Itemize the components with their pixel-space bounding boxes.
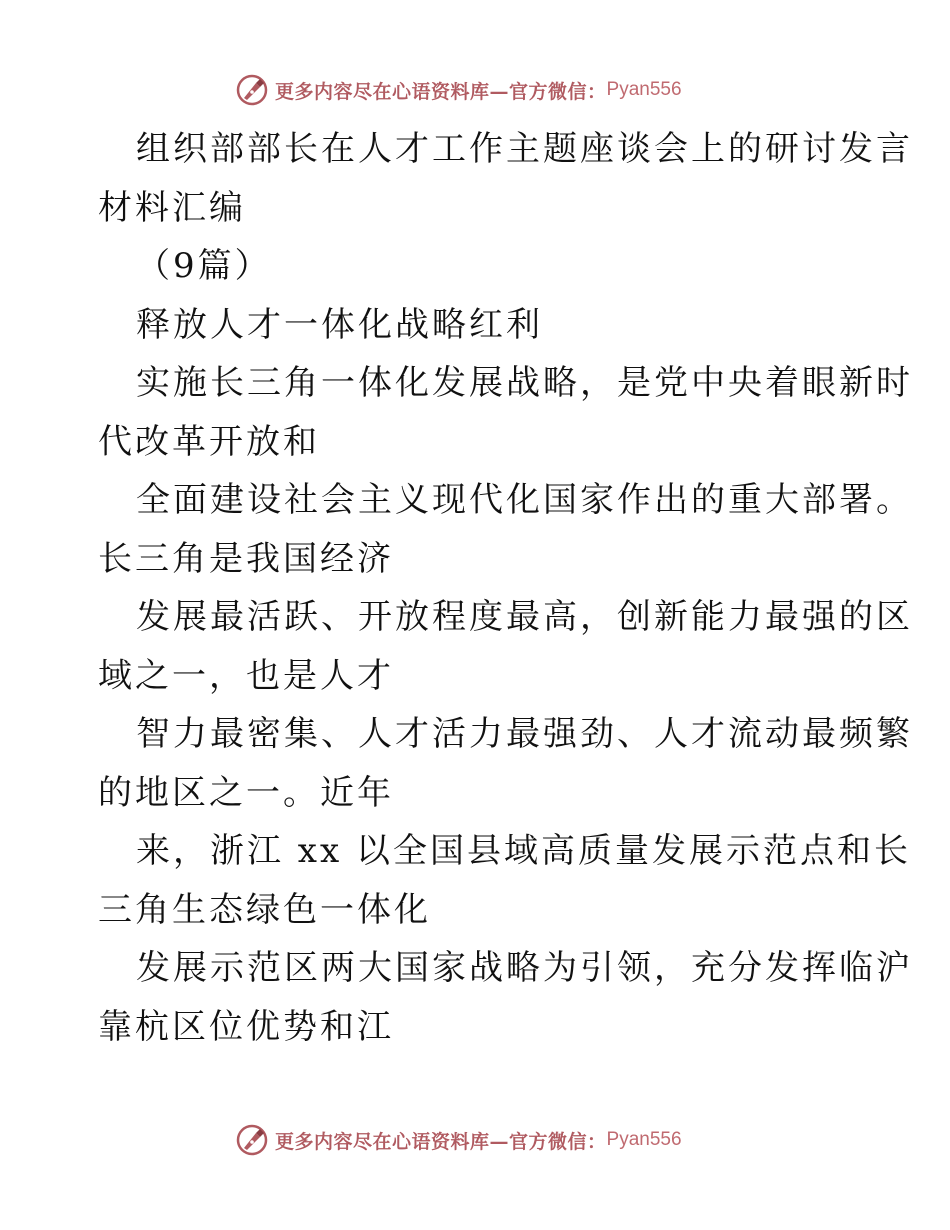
pen-nib-logo-icon: [235, 73, 269, 107]
paragraph-line: 长三角是我国经济: [98, 538, 394, 579]
paragraph-line: 代改革开放和: [98, 421, 320, 462]
paragraph-line: 域之一，也是人才: [98, 655, 394, 696]
paragraph-line: 的地区之一。近年: [98, 772, 394, 813]
document-body: [98, 120, 913, 1056]
title-line-3: （9篇）: [136, 246, 272, 286]
paragraph-line: 发展最活跃、开放程度最高，创新能力最强的区: [136, 597, 913, 637]
paragraph-line: 智力最密集、人才活力最强劲、人才流动最频繁: [136, 714, 913, 754]
footer-watermark: [235, 1122, 682, 1158]
paragraph-line: 靠杭区位优势和江: [98, 1006, 394, 1047]
pen-nib-logo-icon: [235, 1123, 269, 1157]
paragraph-line: 三角生态绿色一体化: [98, 889, 431, 930]
paragraph-line: 全面建设社会主义现代化国家作出的重大部署。: [136, 480, 913, 520]
paragraph-line: 实施长三角一体化发展战略，是党中央着眼新时: [136, 363, 913, 403]
section-heading: 释放人才一体化战略红利: [136, 304, 543, 345]
watermark-wechat-id: Pyan556: [606, 79, 682, 100]
watermark-wechat-id: Pyan556: [606, 1129, 682, 1150]
header-watermark: [235, 72, 682, 108]
title-line-1: 组织部部长在人才工作主题座谈会上的研讨发言: [136, 129, 913, 169]
title-line-2: 材料汇编: [98, 187, 246, 228]
watermark-text: 更多内容尽在心语资料库—官方微信：: [275, 80, 607, 103]
paragraph-line: 发展示范区两大国家战略为引领，充分发挥临沪: [136, 948, 913, 988]
watermark-text: 更多内容尽在心语资料库—官方微信：: [275, 1130, 607, 1153]
paragraph-line: 来，浙江 xx 以全国县域高质量发展示范点和长: [136, 831, 911, 871]
